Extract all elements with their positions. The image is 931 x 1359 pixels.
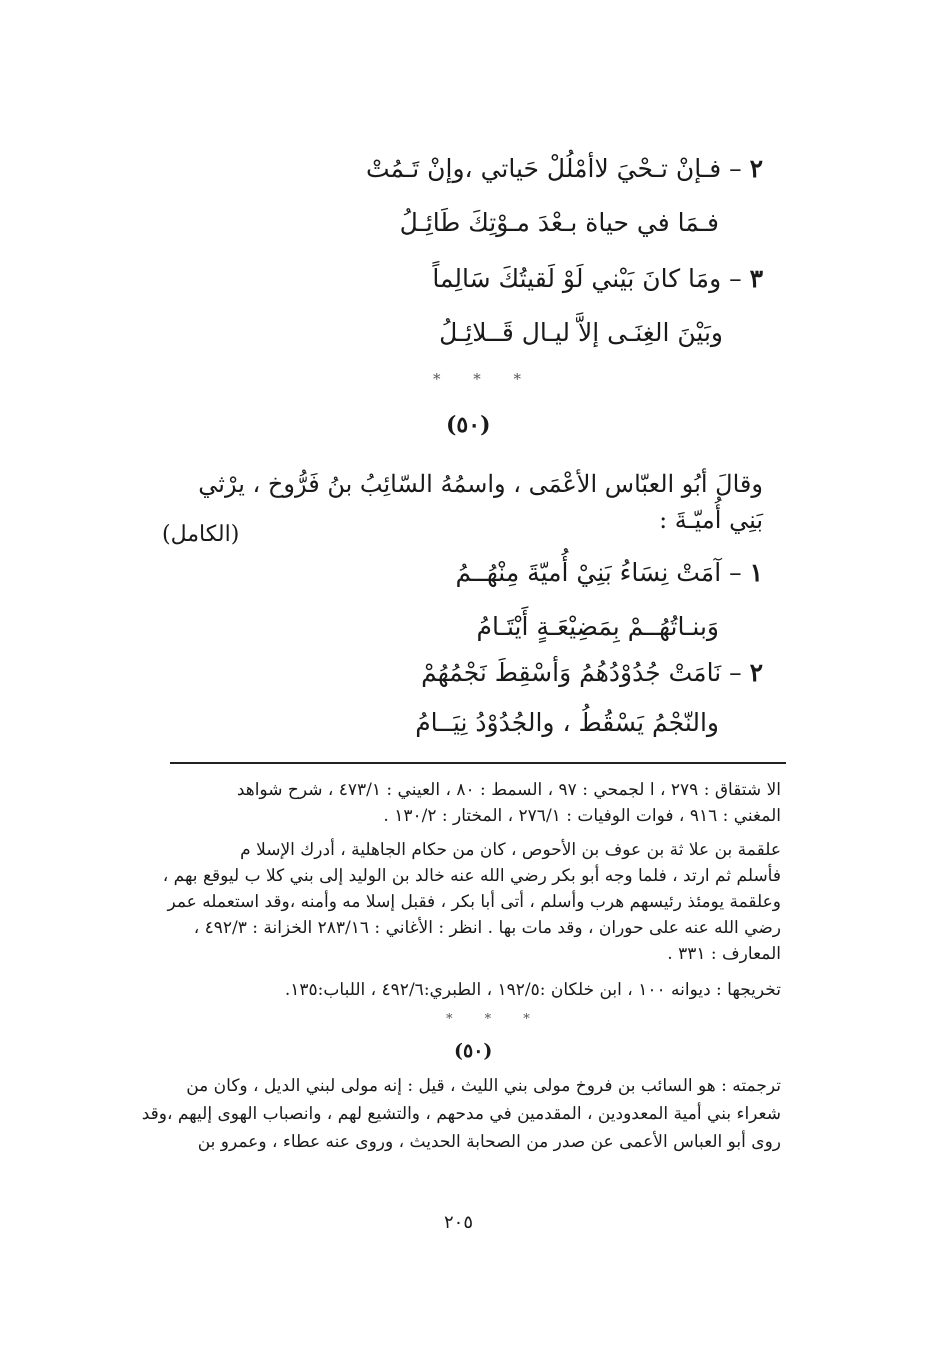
footnote-line: المعارف : ٣٣١ .: [667, 944, 781, 964]
footnote-line: علقمة بن علا ثة بن عوف بن الأحوص ، كان من حكام الجاهلية ، أدرك الإسلا م: [240, 840, 781, 860]
poem-meter: (الكامل): [162, 522, 240, 547]
footnote-separator-stars: * * *: [446, 1012, 544, 1027]
footnote-line: المغني : ٩١٦ ، فوات الوفيات : ٢٧٦/١ ، المختار : ١٣٠/٢ .: [383, 806, 781, 826]
verse-2-second-hemistich: فـمَا في حياة بـعْدَ مـوْتِكَ طَائِـلُ: [399, 208, 719, 237]
footnote-divider: [170, 762, 786, 764]
footnote-line: شعراء بني أمية المعدودين ، المقدمين في مدحهم ، والتشيع لهم ، وانصباب الهوى إليهم ،وقد: [141, 1104, 781, 1124]
footnote-line: رضي الله عنه على حوران ، وقد مات بها . انظر : الأغاني : ٢٨٣/١٦ الخزانة : ٤٩٢/٣ ،: [193, 918, 781, 938]
verse-1-first-hemistich: ١ – آمَتْ نِسَاءُ بَنِيْ أُميّةَ مِنْهُــمُ: [455, 558, 763, 587]
intro-line-2: بَنِي أُميّـةَ :: [659, 506, 763, 534]
footnote-section-number: (٥٠): [454, 1040, 493, 1062]
verse-text: آمَتْ نِسَاءُ بَنِيْ أُميّةَ مِنْهُــمُ: [455, 558, 722, 587]
verse-2-second-hemistich-current: والنّجْمُ يَسْقُطُ ، والجُدُوْدُ نِيَــامُ: [415, 708, 719, 737]
verse-text: نَامَتْ جُدُوْدُهُمُ وَأسْقِطَ نَجْمُهُمْ: [421, 658, 722, 687]
verse-1-second-hemistich: وَبنـاتُهُــمْ بِمَضِيْعَـةٍ أَيْتَـامُ: [476, 612, 719, 641]
verse-3-first-hemistich: ٣ – ومَا كانَ بَيْني لَوْ لَقيتُكَ سَالِماً: [432, 264, 763, 293]
verse-number: ٢: [749, 154, 763, 183]
verse-number: ٣: [749, 264, 763, 293]
verse-2-first-hemistich: ٢ – فـإنْ تـحْيَ لاأمْلُلْ حَياتي ،وإنْ تَـمُتْ: [365, 154, 763, 183]
verse-2-first-hemistich-current: ٢ – نَامَتْ جُدُوْدُهُمُ وَأسْقِطَ نَجْمُهُمْ: [421, 658, 763, 687]
verse-text: ومَا كانَ بَيْني لَوْ لَقيتُكَ سَالِماً: [432, 264, 722, 293]
verse-number: ٢: [749, 658, 763, 687]
footnote-line: روى أبو العباس الأعمى عن صدر من الصحابة الحديث ، وروى عنه عطاء ، وعمرو بن: [197, 1132, 781, 1152]
verse-3-second-hemistich: وبَيْنَ الغِنَـى إلاَّ ليـال قَــلائِـلُ: [439, 318, 723, 347]
footnote-line: فأسلم ثم ارتد ، فلما وجه أبو بكر رضي الله عنه خالد بن الوليد إلى بني كلا ب ليوقع بهم ،: [162, 866, 781, 886]
footnote-line: وعلقمة يومئذ رئيسهم هرب وأسلم ، أتى أبا بكر ، فقبل إسلا مه وأمنه ،وقد استعمله عمر: [167, 892, 781, 912]
verse-number: ١: [749, 558, 763, 587]
page-number: ٢٠٥: [444, 1212, 474, 1233]
intro-line-1: وقالَ أبُو العبّاس الأعْمَى ، واسمُهُ السّائِبُ بنُ فَرُّوخ ، يرْثي: [198, 470, 763, 498]
section-number: (٥٠): [446, 412, 491, 438]
verse-text: فـإنْ تـحْيَ لاأمْلُلْ حَياتي ،وإنْ تَـمُتْ: [365, 154, 722, 183]
footnote-line: الا شتقاق : ٢٧٩ ، ا لجمحي : ٩٧ ، السمط : ٨٠ ، العيني : ٤٧٣/١ ، شرح شواهد: [236, 780, 781, 800]
separator-stars: * * *: [433, 370, 536, 388]
footnote-line: ترجمته : هو السائب بن فروخ مولى بني الليث ، قيل : إنه مولى لبني الديل ، وكان من: [186, 1076, 781, 1096]
takhrij-line: تخريجها : ديوانه ١٠٠ ، ابن خلكان :١٩٢/٥ ، الطبري:٤٩٢/٦ ، اللباب:١٣٥.: [284, 980, 781, 1000]
